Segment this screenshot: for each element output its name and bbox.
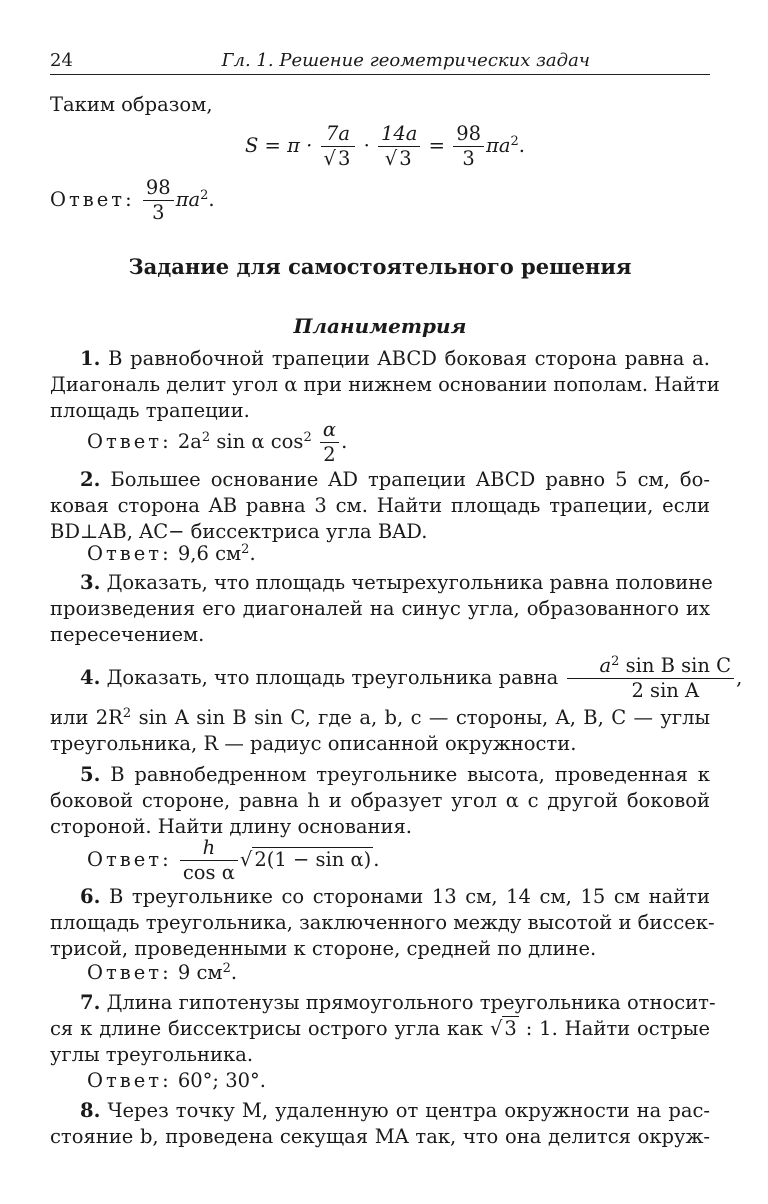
problem-6-answer: Ответ: 9 $см^2$. xyxy=(87,961,238,984)
problem-2-line: ковая сторона AB равна 3 см. Найти площадь трапеции, если xyxy=(50,494,710,517)
problem-5-line: стороной. Найти длину основания. xyxy=(50,815,412,838)
problem-4-line: 4. Доказать, что площадь треугольника равна $\frac{a^2 \sin B \sin C}{\text{2 sin A}}$ , xyxy=(80,654,743,702)
problem-5-answer: Ответ: $\frac{h}{\text{cos α}}$ √ 2(1 − sin α) . xyxy=(87,836,380,884)
problem-1-line: Диагональ делит угол α при нижнем основании пополам. Найти xyxy=(50,373,720,396)
problem-1-answer: Ответ: $2a^2$ sin α $\cos^2$ $\frac{\alpha}{2}$ . xyxy=(87,418,348,466)
subsection-title: Планиметрия xyxy=(293,314,467,338)
problem-7-line: 7. Длина гипотенузы прямоугольного треугольника относит- xyxy=(80,991,716,1014)
area-formula: S = π · $\frac{7a}{√ 3}$ · $\frac{14a}{√ 3}$ = $\frac{98}{3}$ $\pi a^2$. xyxy=(245,122,525,170)
problem-3-line: 3. Доказать, что площадь четырехугольника равна половине xyxy=(80,571,713,594)
section-title: Задание для самостоятельного решения xyxy=(128,254,632,279)
problem-8-line: 8. Через точку M, удаленную от центра окружности на рас- xyxy=(80,1099,710,1122)
problem-2-line: 2. Большее основание AD трапеции ABCD равно 5 см, бо- xyxy=(80,468,710,491)
problem-5-line: боковой стороне, равна h и образует угол α с другой боковой xyxy=(50,789,710,812)
intro-text: Таким образом, xyxy=(50,93,213,116)
problem-4-line: или $2R^2$ sin A sin B sin C, где a, b, c — стороны, A, B, C — углы xyxy=(50,706,711,729)
fraction: $\frac{a^2 \sin B \sin C}{\text{2 sin A}}$ xyxy=(567,654,735,703)
answer-line: Ответ: $\frac{98}{3}$ $\pi a^2$. xyxy=(50,176,215,224)
problem-3-line: пересечением. xyxy=(50,623,205,646)
problem-6-line: 6. В треугольнике со сторонами 13 см, 14 см, 15 см найти xyxy=(80,885,710,908)
problem-2-line: BD⊥AB, AC− биссектриса угла BAD. xyxy=(50,520,428,543)
problem-3-line: произведения его диагоналей на синус угла, образованного их xyxy=(50,597,710,620)
problem-6-line: трисой, проведенными к стороне, средней по длине. xyxy=(50,937,597,960)
problem-7-line: ся к длине биссектрисы острого угла как √ 3 : 1. Найти острые xyxy=(50,1017,710,1040)
page-header xyxy=(50,50,710,75)
fraction: $\frac{98}{3}$ xyxy=(453,122,484,171)
problem-6-line: площадь треугольника, заключенного между высотой и биссек- xyxy=(50,911,715,934)
problem-1-line: площадь трапеции. xyxy=(50,399,250,422)
problem-5-line: 5. В равнобедренном треугольнике высота, проведенная к xyxy=(80,763,710,786)
problem-8-line: стояние b, проведена секущая MA так, что она делится окруж- xyxy=(50,1125,710,1148)
fraction: $\frac{h}{\text{cos α}}$ xyxy=(180,836,238,885)
problem-7-answer: Ответ: 60°; 30°. xyxy=(87,1069,266,1092)
problem-1-line: 1. В равнобочной трапеции ABCD боковая сторона равна a. xyxy=(80,347,710,370)
running-title: Гл. 1. Решение геометрических задач xyxy=(221,50,590,71)
fraction: $\frac{7a}{√ 3}$ xyxy=(321,122,356,171)
problem-2-answer: Ответ: 9,6 $см^2$. xyxy=(87,542,256,565)
page-number: 24 xyxy=(50,50,73,71)
problem-4-line: треугольника, R — радиус описанной окружности. xyxy=(50,732,577,755)
fraction: $\frac{\alpha}{2}$ xyxy=(320,418,339,467)
fraction: $\frac{14a}{√ 3}$ xyxy=(378,122,420,171)
book-page xyxy=(50,0,743,1204)
problem-7-line: углы треугольника. xyxy=(50,1043,254,1066)
fraction: $\frac{98}{3}$ xyxy=(143,176,174,225)
